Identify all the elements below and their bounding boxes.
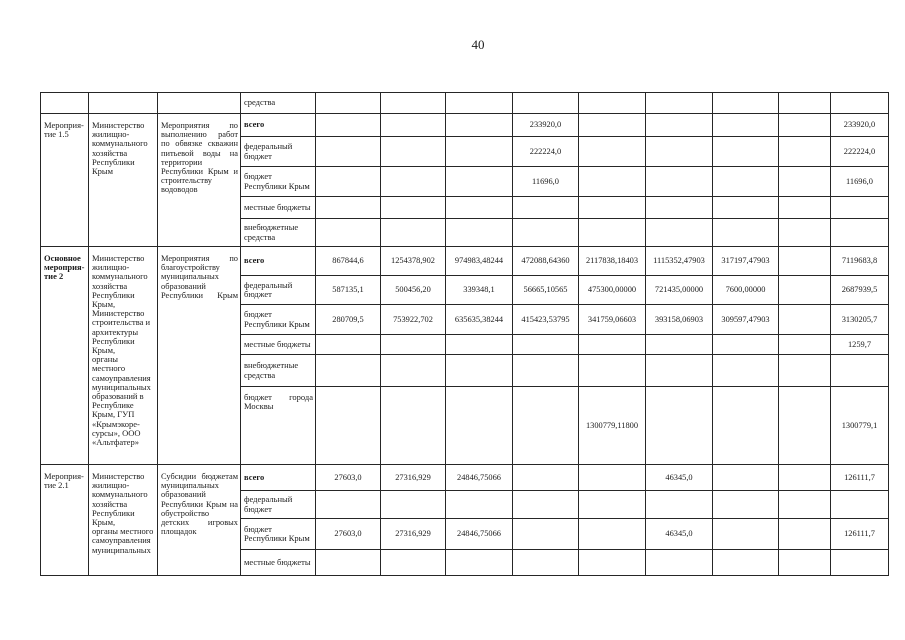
value-cell — [646, 137, 713, 167]
value-cell: 27603,0 — [316, 519, 381, 550]
value-cell — [579, 491, 646, 519]
value-cell — [779, 355, 831, 387]
value-cell — [713, 137, 779, 167]
value-cell: 309597,47903 — [713, 305, 779, 335]
value-cell: 126111,7 — [831, 465, 889, 491]
funding-source-cell: всего — [241, 465, 316, 491]
value-cell: 7119683,8 — [831, 247, 889, 276]
value-cell — [779, 93, 831, 114]
value-cell — [779, 197, 831, 219]
activity-code-cell: Основное мероприя- тие 2 — [41, 247, 89, 465]
value-cell — [779, 335, 831, 355]
funding-source-cell: бюджет города Москвы — [241, 387, 316, 465]
value-cell — [513, 550, 579, 576]
value-cell: 126111,7 — [831, 519, 889, 550]
value-cell — [713, 519, 779, 550]
value-cell — [713, 355, 779, 387]
value-cell — [316, 167, 381, 197]
funding-source-cell: внебюджетные средства — [241, 355, 316, 387]
table-row — [41, 93, 889, 114]
executor-cell: Министерство жилищно- коммунального хозяйства Республики Крым, Министерство строительства и архитектуры Республики Крым, органы местного самоуправления муниципальных образований в Республике Крым, ГУП «Крымэкоре- сурсы», ООО «Альтфатер» — [89, 247, 158, 465]
value-cell — [381, 197, 446, 219]
value-cell — [446, 219, 513, 247]
funding-source-cell: федеральный бюджет — [241, 491, 316, 519]
value-cell — [316, 335, 381, 355]
value-cell — [713, 197, 779, 219]
value-cell — [513, 93, 579, 114]
value-cell — [579, 137, 646, 167]
executor-cell: Министерство жилищно- коммунального хозяйства Республики Крым — [89, 114, 158, 247]
value-cell: 753922,702 — [381, 305, 446, 335]
value-cell — [381, 491, 446, 519]
value-cell: 317197,47903 — [713, 247, 779, 276]
table-row — [41, 465, 889, 491]
value-cell — [446, 197, 513, 219]
value-cell — [316, 550, 381, 576]
value-cell — [779, 465, 831, 491]
value-cell — [713, 93, 779, 114]
value-cell: 341759,06603 — [579, 305, 646, 335]
value-cell — [446, 114, 513, 137]
value-cell — [381, 550, 446, 576]
value-cell — [316, 93, 381, 114]
value-cell: 500456,20 — [381, 276, 446, 305]
value-cell — [646, 219, 713, 247]
value-cell — [646, 387, 713, 465]
value-cell: 415423,53795 — [513, 305, 579, 335]
value-cell: 867844,6 — [316, 247, 381, 276]
value-cell: 1254378,902 — [381, 247, 446, 276]
value-cell — [579, 114, 646, 137]
value-cell — [779, 247, 831, 276]
value-cell — [579, 335, 646, 355]
funding-source-cell: федеральный бюджет — [241, 137, 316, 167]
value-cell — [713, 465, 779, 491]
value-cell — [831, 197, 889, 219]
value-cell — [381, 387, 446, 465]
value-cell: 11696,0 — [513, 167, 579, 197]
funding-source-cell: внебюджетные средства — [241, 219, 316, 247]
activity-code-cell: Мероприя- тие 1.5 — [41, 114, 89, 247]
value-cell: 24846,75066 — [446, 519, 513, 550]
funding-source-cell: местные бюджеты — [241, 335, 316, 355]
value-cell — [381, 355, 446, 387]
value-cell — [779, 167, 831, 197]
value-cell — [513, 519, 579, 550]
value-cell — [579, 550, 646, 576]
value-cell: 46345,0 — [646, 465, 713, 491]
value-cell — [779, 491, 831, 519]
value-cell — [713, 114, 779, 137]
value-cell — [316, 219, 381, 247]
funding-source-cell: всего — [241, 114, 316, 137]
value-cell — [446, 137, 513, 167]
value-cell — [381, 114, 446, 137]
value-cell: 1300779,1 — [831, 387, 889, 465]
value-cell — [646, 355, 713, 387]
value-cell — [316, 387, 381, 465]
value-cell: 56665,10565 — [513, 276, 579, 305]
value-cell: 393158,06903 — [646, 305, 713, 335]
funding-source-cell: бюджет Республики Крым — [241, 519, 316, 550]
value-cell — [381, 219, 446, 247]
funding-source-cell: местные бюджеты — [241, 197, 316, 219]
funding-source-cell: средства — [241, 93, 316, 114]
value-cell — [316, 137, 381, 167]
funding-source-cell: федеральный бюджет — [241, 276, 316, 305]
value-cell — [713, 167, 779, 197]
value-cell: 27316,929 — [381, 465, 446, 491]
value-cell — [646, 550, 713, 576]
value-cell: 7600,00000 — [713, 276, 779, 305]
value-cell — [713, 335, 779, 355]
value-cell — [579, 219, 646, 247]
funding-source-cell: местные бюджеты — [241, 550, 316, 576]
value-cell: 587135,1 — [316, 276, 381, 305]
value-cell — [779, 276, 831, 305]
value-cell: 222224,0 — [513, 137, 579, 167]
page-number: 40 — [471, 37, 485, 52]
value-cell — [316, 197, 381, 219]
value-cell: 2687939,5 — [831, 276, 889, 305]
funding-source-cell: бюджет Республики Крым — [241, 167, 316, 197]
value-cell — [831, 93, 889, 114]
value-cell — [446, 167, 513, 197]
value-cell — [381, 335, 446, 355]
value-cell — [316, 355, 381, 387]
value-cell — [446, 335, 513, 355]
table-row — [41, 247, 889, 276]
executor-cell: Министерство жилищно- коммунального хозяйства Республики Крым, органы местного самоуправления муниципальных — [89, 465, 158, 576]
activity-title-cell: Субсидии бюджетам муниципальных образований Республики Крым на обустройство детских игровых площадок — [158, 465, 241, 576]
value-cell: 635635,38244 — [446, 305, 513, 335]
value-cell — [579, 355, 646, 387]
value-cell: 2117838,18403 — [579, 247, 646, 276]
value-cell — [779, 387, 831, 465]
value-cell — [446, 387, 513, 465]
value-cell — [513, 387, 579, 465]
value-cell: 475300,00000 — [579, 276, 646, 305]
value-cell — [579, 519, 646, 550]
value-cell — [646, 197, 713, 219]
value-cell — [316, 491, 381, 519]
value-cell — [579, 465, 646, 491]
value-cell: 1115352,47903 — [646, 247, 713, 276]
value-cell: 24846,75066 — [446, 465, 513, 491]
value-cell — [446, 93, 513, 114]
value-cell: 46345,0 — [646, 519, 713, 550]
value-cell — [646, 167, 713, 197]
value-cell — [779, 137, 831, 167]
value-cell — [779, 219, 831, 247]
value-cell — [646, 491, 713, 519]
value-cell — [579, 197, 646, 219]
value-cell — [779, 305, 831, 335]
funding-source-cell: всего — [241, 247, 316, 276]
activity-title-cell: Мероприятия по благоустройству муниципальных образований Республики Крым — [158, 247, 241, 465]
value-cell: 222224,0 — [831, 137, 889, 167]
value-cell — [713, 491, 779, 519]
value-cell — [579, 167, 646, 197]
table-row — [41, 114, 889, 137]
value-cell — [713, 387, 779, 465]
value-cell: 280709,5 — [316, 305, 381, 335]
value-cell — [513, 219, 579, 247]
activity-code-cell: Мероприя- тие 2.1 — [41, 465, 89, 576]
value-cell: 233920,0 — [513, 114, 579, 137]
value-cell: 974983,48244 — [446, 247, 513, 276]
value-cell — [513, 465, 579, 491]
value-cell: 27603,0 — [316, 465, 381, 491]
value-cell — [446, 491, 513, 519]
value-cell — [831, 491, 889, 519]
value-cell: 1300779,11800 — [579, 387, 646, 465]
activity-title-cell — [158, 93, 241, 114]
value-cell — [381, 167, 446, 197]
value-cell: 1259,7 — [831, 335, 889, 355]
value-cell — [831, 355, 889, 387]
value-cell — [713, 550, 779, 576]
value-cell — [513, 335, 579, 355]
activity-code-cell — [41, 93, 89, 114]
value-cell — [381, 93, 446, 114]
value-cell: 27316,929 — [381, 519, 446, 550]
value-cell — [446, 355, 513, 387]
value-cell — [713, 219, 779, 247]
value-cell — [779, 114, 831, 137]
activity-title-cell: Мероприятия по выполнению работ по обвязке скважин питьевой воды на территории Республики Крым и строительству водоводов — [158, 114, 241, 247]
value-cell — [831, 550, 889, 576]
value-cell — [316, 114, 381, 137]
value-cell — [646, 93, 713, 114]
value-cell — [579, 93, 646, 114]
value-cell — [779, 519, 831, 550]
value-cell — [513, 197, 579, 219]
value-cell — [646, 335, 713, 355]
budget-table — [40, 92, 889, 576]
value-cell — [513, 491, 579, 519]
value-cell: 11696,0 — [831, 167, 889, 197]
value-cell: 3130205,7 — [831, 305, 889, 335]
value-cell: 339348,1 — [446, 276, 513, 305]
value-cell: 472088,64360 — [513, 247, 579, 276]
value-cell — [513, 355, 579, 387]
value-cell: 233920,0 — [831, 114, 889, 137]
value-cell — [381, 137, 446, 167]
value-cell — [779, 550, 831, 576]
value-cell — [446, 550, 513, 576]
executor-cell — [89, 93, 158, 114]
funding-source-cell: бюджет Республики Крым — [241, 305, 316, 335]
value-cell — [646, 114, 713, 137]
value-cell — [831, 219, 889, 247]
value-cell: 721435,00000 — [646, 276, 713, 305]
